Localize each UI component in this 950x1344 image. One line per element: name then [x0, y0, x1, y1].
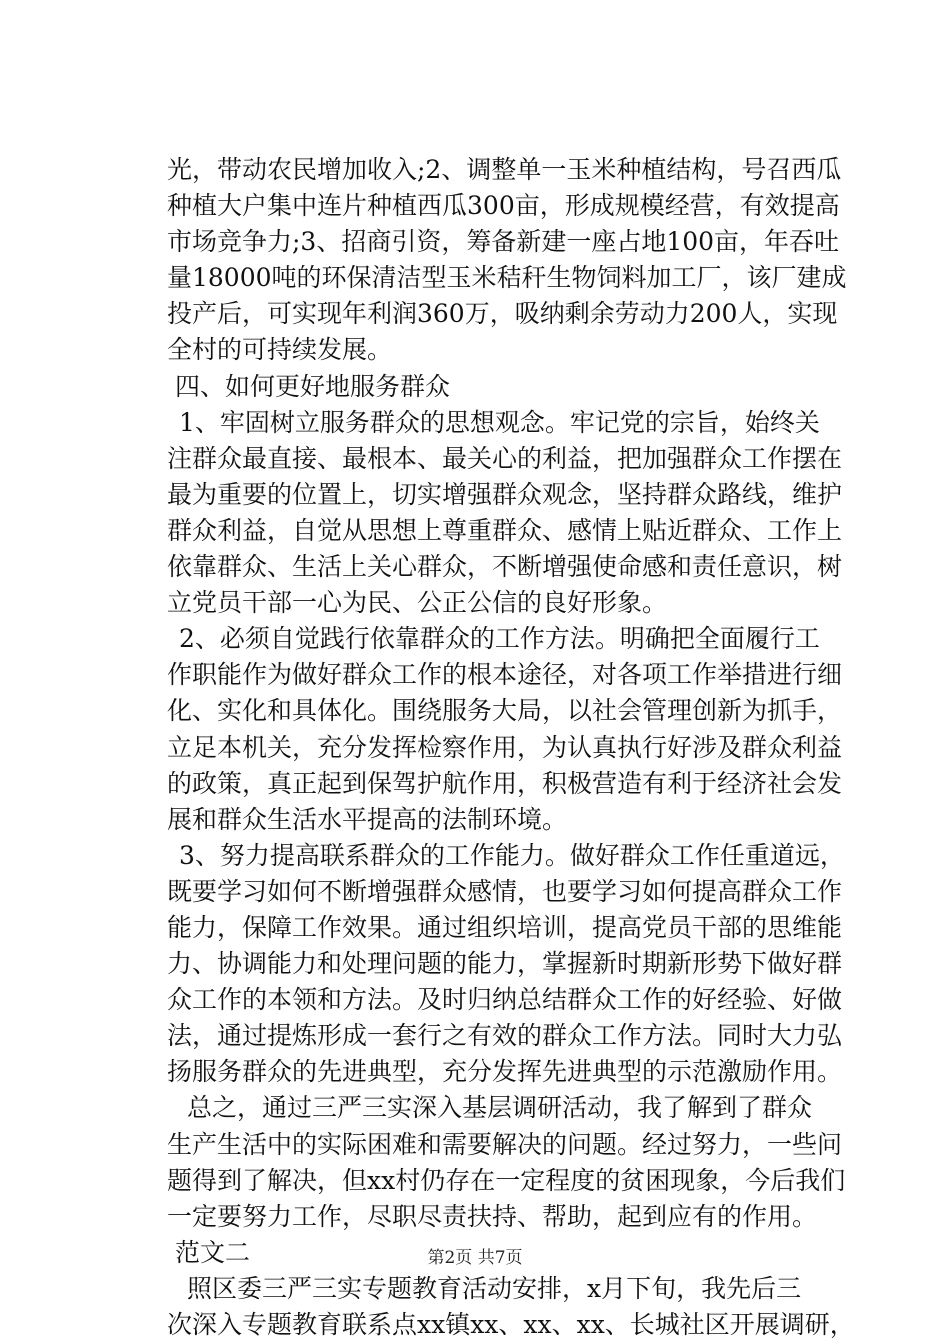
text-line: 依靠群众、生活上关心群众，不断增强使命感和责任意识，树: [167, 552, 843, 582]
text-line: 展和群众生活水平提高的法制环境。: [167, 804, 568, 834]
text-line: 众工作的本领和方法。及时归纳总结群众工作的好经验、好做: [167, 985, 843, 1015]
text-line: 力、协调能力和处理问题的能力，掌握新时期新形势下做好群: [167, 949, 843, 979]
text-line: 既要学习如何不断增强群众感情，也要学习如何提高群众工作: [167, 876, 843, 906]
text-line: 全村的可持续发展。: [167, 335, 393, 365]
text-line: 四、如何更好地服务群众: [175, 371, 451, 401]
paragraph: [167, 1090, 846, 1234]
text-line: 范文二: [175, 1237, 251, 1267]
paragraph: [167, 152, 847, 369]
paragraph: [167, 621, 843, 838]
text-line: 3、努力提高联系群众的工作能力。做好群众工作任重道远，: [179, 840, 845, 870]
text-line: 市场竞争力;3、招商引资，筹备新建一座占地100亩，年吞吐: [167, 227, 840, 257]
paragraph: [167, 1271, 855, 1343]
text-line: 次深入专题教育联系点xx镇xx、xx、xx、长城社区开展调研，: [167, 1310, 855, 1339]
document-body: [167, 152, 855, 1343]
text-line: 2、必须自觉践行依靠群众的工作方法。明确把全面履行工: [179, 624, 820, 654]
text-line: 一定要努力工作，尽职尽责扶持、帮助，起到应有的作用。: [167, 1201, 818, 1231]
text-line: 总之，通过三严三实深入基层调研活动，我了解到了群众: [187, 1093, 813, 1123]
paragraph: [167, 405, 843, 622]
text-line: 立党员干部一心为民、公正公信的良好形象。: [167, 588, 668, 618]
page-footer: 第2页 共7页: [427, 1248, 523, 1268]
text-line: 量18000吨的环保清洁型玉米秸秆生物饲料加工厂，该厂建成: [167, 263, 847, 293]
text-line: 的政策，真正起到保驾护航作用，积极营造有利于经济社会发: [167, 768, 843, 798]
text-line: 种植大户集中连片种植西瓜300亩，形成规模经营，有效提高: [167, 191, 840, 221]
text-line: 投产后，可实现年利润360万，吸纳剩余劳动力200人，实现: [167, 299, 838, 329]
text-line: 最为重要的位置上，切实增强群众观念，坚持群众路线，维护: [167, 479, 843, 509]
text-line: 法，通过提炼形成一套行之有效的群众工作方法。同时大力弘: [167, 1021, 843, 1051]
text-line: 题得到了解决，但xx村仍存在一定程度的贫困现象，今后我们: [167, 1165, 846, 1195]
text-line: 扬服务群众的先进典型，充分发挥先进典型的示范激励作用。: [167, 1057, 843, 1087]
text-line: 立足本机关，充分发挥检察作用，为认真执行好涉及群众利益: [167, 732, 843, 762]
text-line: 化、实化和具体化。围绕服务大局，以社会管理创新为抓手，: [167, 696, 843, 726]
text-line: 群众利益，自觉从思想上尊重群众、感情上贴近群众、工作上: [167, 515, 843, 545]
text-line: 光，带动农民增加收入;2、调整单一玉米种植结构，号召西瓜: [167, 155, 842, 184]
text-line: 生产生活中的实际困难和需要解决的问题。经过努力，一些问: [167, 1129, 843, 1159]
text-line: 照区委三严三实专题教育活动安排，x月下旬，我先后三: [187, 1273, 802, 1303]
text-line: 注群众最直接、最根本、最关心的利益，把加强群众工作摆在: [167, 443, 843, 473]
paragraph: [167, 838, 845, 1091]
text-line: 1、牢固树立服务群众的思想观念。牢记党的宗旨，始终关: [179, 407, 820, 437]
paragraph: [167, 369, 827, 405]
text-line: 作职能作为做好群众工作的根本途径，对各项工作举措进行细: [167, 660, 843, 690]
text-line: 能力，保障工作效果。通过组织培训，提高党员干部的思维能: [167, 912, 843, 942]
